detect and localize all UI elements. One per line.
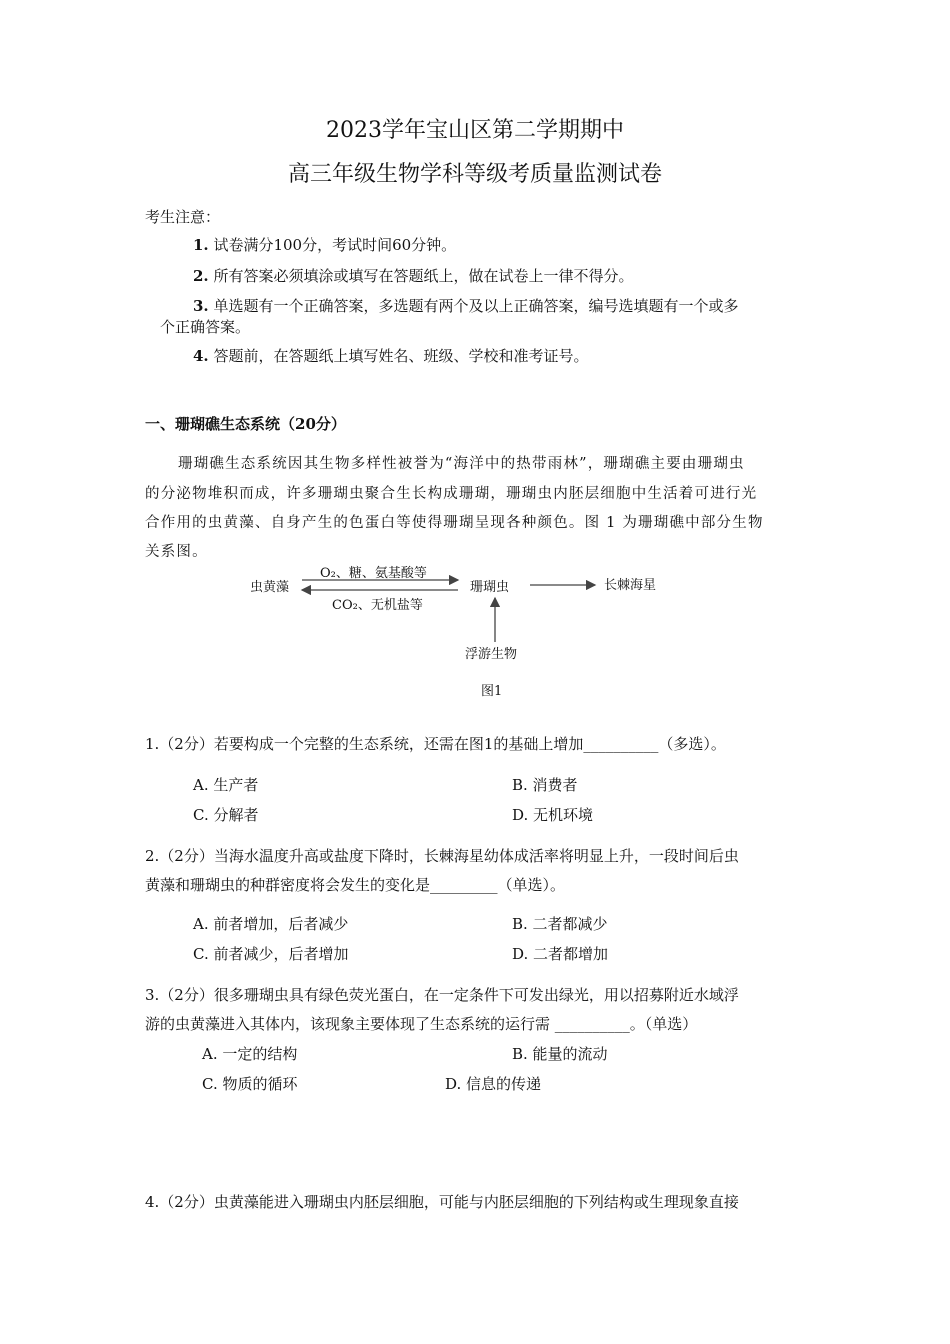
notice-item-number: 3. xyxy=(193,297,209,315)
question-2-text-cont: 黄藻和珊瑚虫的种群密度将会发生的变化是_________（单选）。 xyxy=(145,876,566,894)
notice-item-1 xyxy=(193,234,456,255)
node-plankton: 浮游生物 xyxy=(465,647,518,662)
q1-option-d: D. 无机环境 xyxy=(512,806,594,824)
q3-option-b: B. 能量的流动 xyxy=(512,1045,608,1063)
q2-option-d: D. 二者都增加 xyxy=(512,945,609,963)
q2-option-c: C. 前者减少，后者增加 xyxy=(193,945,349,963)
question-1-text: 1.（2分）若要构成一个完整的生态系统，还需在图1的基础上增加__________（多选）。 xyxy=(145,735,726,753)
question-3-text-cont: 游的虫黄藻进入其体内，该现象主要体现了生态系统的运行需 __________。（单选） xyxy=(145,1015,698,1033)
q1-option-c: C. 分解者 xyxy=(193,806,259,824)
node-coral: 珊瑚虫 xyxy=(470,580,510,595)
notice-item-text: 所有答案必须填涂或填写在答题纸上，做在试卷上一律不得分。 xyxy=(213,267,634,285)
q3-option-a: A. 一定的结构 xyxy=(202,1045,298,1063)
exam-title-line2: 高三年级生物学科等级考质量监测试卷 xyxy=(287,162,662,187)
q3-option-d: D. 信息的传递 xyxy=(445,1075,542,1093)
notice-item-text: 单选题有一个正确答案，多选题有两个及以上正确答案，编号选填题有一个或多 xyxy=(213,297,739,315)
q1-option-b: B. 消费者 xyxy=(512,776,578,794)
section-heading: 一、珊瑚礁生态系统（20分） xyxy=(145,415,346,433)
question-4-text: 4.（2分）虫黄藻能进入珊瑚虫内胚层细胞，可能与内胚层细胞的下列结构或生理现象直接 xyxy=(145,1193,739,1211)
question-2-text: 2.（2分）当海水温度升高或盐度下降时，长棘海星幼体成活率将明显上升，一段时间后虫 xyxy=(145,847,739,865)
node-starfish: 长棘海星 xyxy=(604,578,657,593)
q2-option-a: A. 前者增加，后者减少 xyxy=(193,915,349,933)
notice-heading: 考生注意： xyxy=(145,208,221,226)
q3-option-c: C. 物质的循环 xyxy=(202,1075,298,1093)
notice-item-2 xyxy=(193,265,633,286)
notice-item-number: 2. xyxy=(193,267,209,285)
notice-item-3-cont: 个正确答案。 xyxy=(160,318,251,336)
notice-item-text: 答题前，在答题纸上填写姓名、班级、学校和准考证号。 xyxy=(213,347,589,365)
arrow-label-bottom: CO₂、无机盐等 xyxy=(332,598,423,613)
figure-1-diagram xyxy=(240,560,710,700)
notice-item-text: 试卷满分100分，考试时间60分钟。 xyxy=(213,236,457,254)
q2-option-b: B. 二者都减少 xyxy=(512,915,608,933)
notice-item-number: 4. xyxy=(193,347,209,365)
q1-option-a: A. 生产者 xyxy=(193,776,259,794)
notice-item-number: 1. xyxy=(193,236,209,254)
passage-line: 的分泌物堆积而成，许多珊瑚虫聚合生长构成珊瑚，珊瑚虫内胚层细胞中生活着可进行光 xyxy=(145,486,758,502)
passage-line: 珊瑚礁生态系统因其生物多样性被誉为“海洋中的热带雨林”，珊瑚礁主要由珊瑚虫 xyxy=(178,456,745,472)
question-3-text: 3.（2分）很多珊瑚虫具有绿色荧光蛋白，在一定条件下可发出绿光，用以招募附近水域浮 xyxy=(145,986,739,1004)
notice-item-3 xyxy=(193,295,738,316)
exam-title-line1: 2023学年宝山区第二学期期中 xyxy=(326,118,624,143)
passage-line: 关系图。 xyxy=(145,544,208,560)
arrow-label-top: O₂、糖、氨基酸等 xyxy=(320,566,427,581)
node-algae: 虫黄藻 xyxy=(250,580,290,595)
notice-item-4 xyxy=(193,345,588,366)
passage-line: 合作用的虫黄藻、自身产生的色蛋白等使得珊瑚呈现各种颜色。图 1 为珊瑚礁中部分生物 xyxy=(145,515,764,531)
figure-caption: 图1 xyxy=(481,684,503,699)
